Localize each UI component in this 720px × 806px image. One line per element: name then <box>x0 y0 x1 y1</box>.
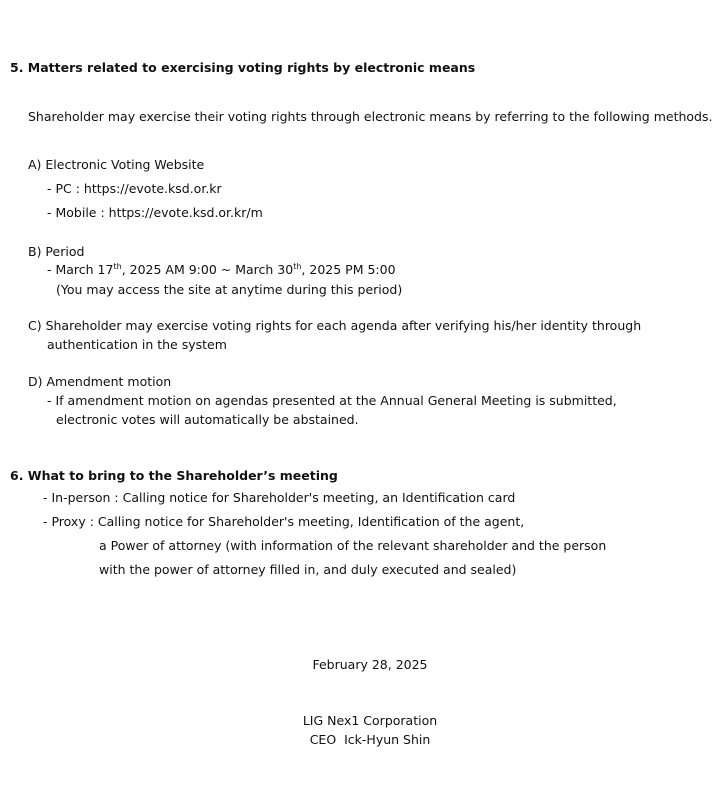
proxy-requirements-line-1: - Proxy : Calling notice for Shareholder's meeting, Identification of the agent, <box>43 514 525 529</box>
period-end-suffix: th <box>293 261 302 271</box>
period-start-text: - March 17 <box>47 262 114 277</box>
period-start-suffix: th <box>113 261 122 271</box>
item-c-line-2: authentication in the system <box>47 337 227 352</box>
item-a-title: A) Electronic Voting Website <box>28 157 205 172</box>
proxy-requirements-line-3: with the power of attorney filled in, and duly executed and sealed) <box>99 562 517 577</box>
period-end-text: , 2025 PM 5:00 <box>301 262 396 277</box>
ceo-name: CEO Ick-Hyun Shin <box>309 732 431 747</box>
section-6-heading: 6. What to bring to the Shareholder’s meeting <box>10 468 338 483</box>
item-a-pc-url: - PC : https://evote.ksd.or.kr <box>47 181 222 196</box>
proxy-requirements-line-2: a Power of attorney (with information of the relevant shareholder and the person <box>99 538 607 553</box>
in-person-requirements: - In-person : Calling notice for Shareholder's meeting, an Identification card <box>43 490 516 505</box>
item-b-note: (You may access the site at anytime during this period) <box>56 282 403 297</box>
notice-date: February 28, 2025 <box>312 657 428 672</box>
item-d-line-2: electronic votes will automatically be abstained. <box>56 412 359 427</box>
item-b-period <box>47 262 396 278</box>
section-5-heading: 5. Matters related to exercising voting rights by electronic means <box>10 60 476 75</box>
item-a-mobile-url: - Mobile : https://evote.ksd.or.kr/m <box>47 205 263 220</box>
item-d-title: D) Amendment motion <box>28 374 172 389</box>
period-middle-text: , 2025 AM 9:00 ~ March 30 <box>121 262 294 277</box>
item-d-line-1: - If amendment motion on agendas presented at the Annual General Meeting is submitted, <box>47 393 617 408</box>
section-5-intro: Shareholder may exercise their voting rights through electronic means by referring to the following methods. <box>28 109 713 124</box>
company-name: LIG Nex1 Corporation <box>302 713 438 728</box>
item-b-title: B) Period <box>28 244 85 259</box>
item-c-line-1: C) Shareholder may exercise voting rights for each agenda after verifying his/her identity through <box>28 318 642 333</box>
